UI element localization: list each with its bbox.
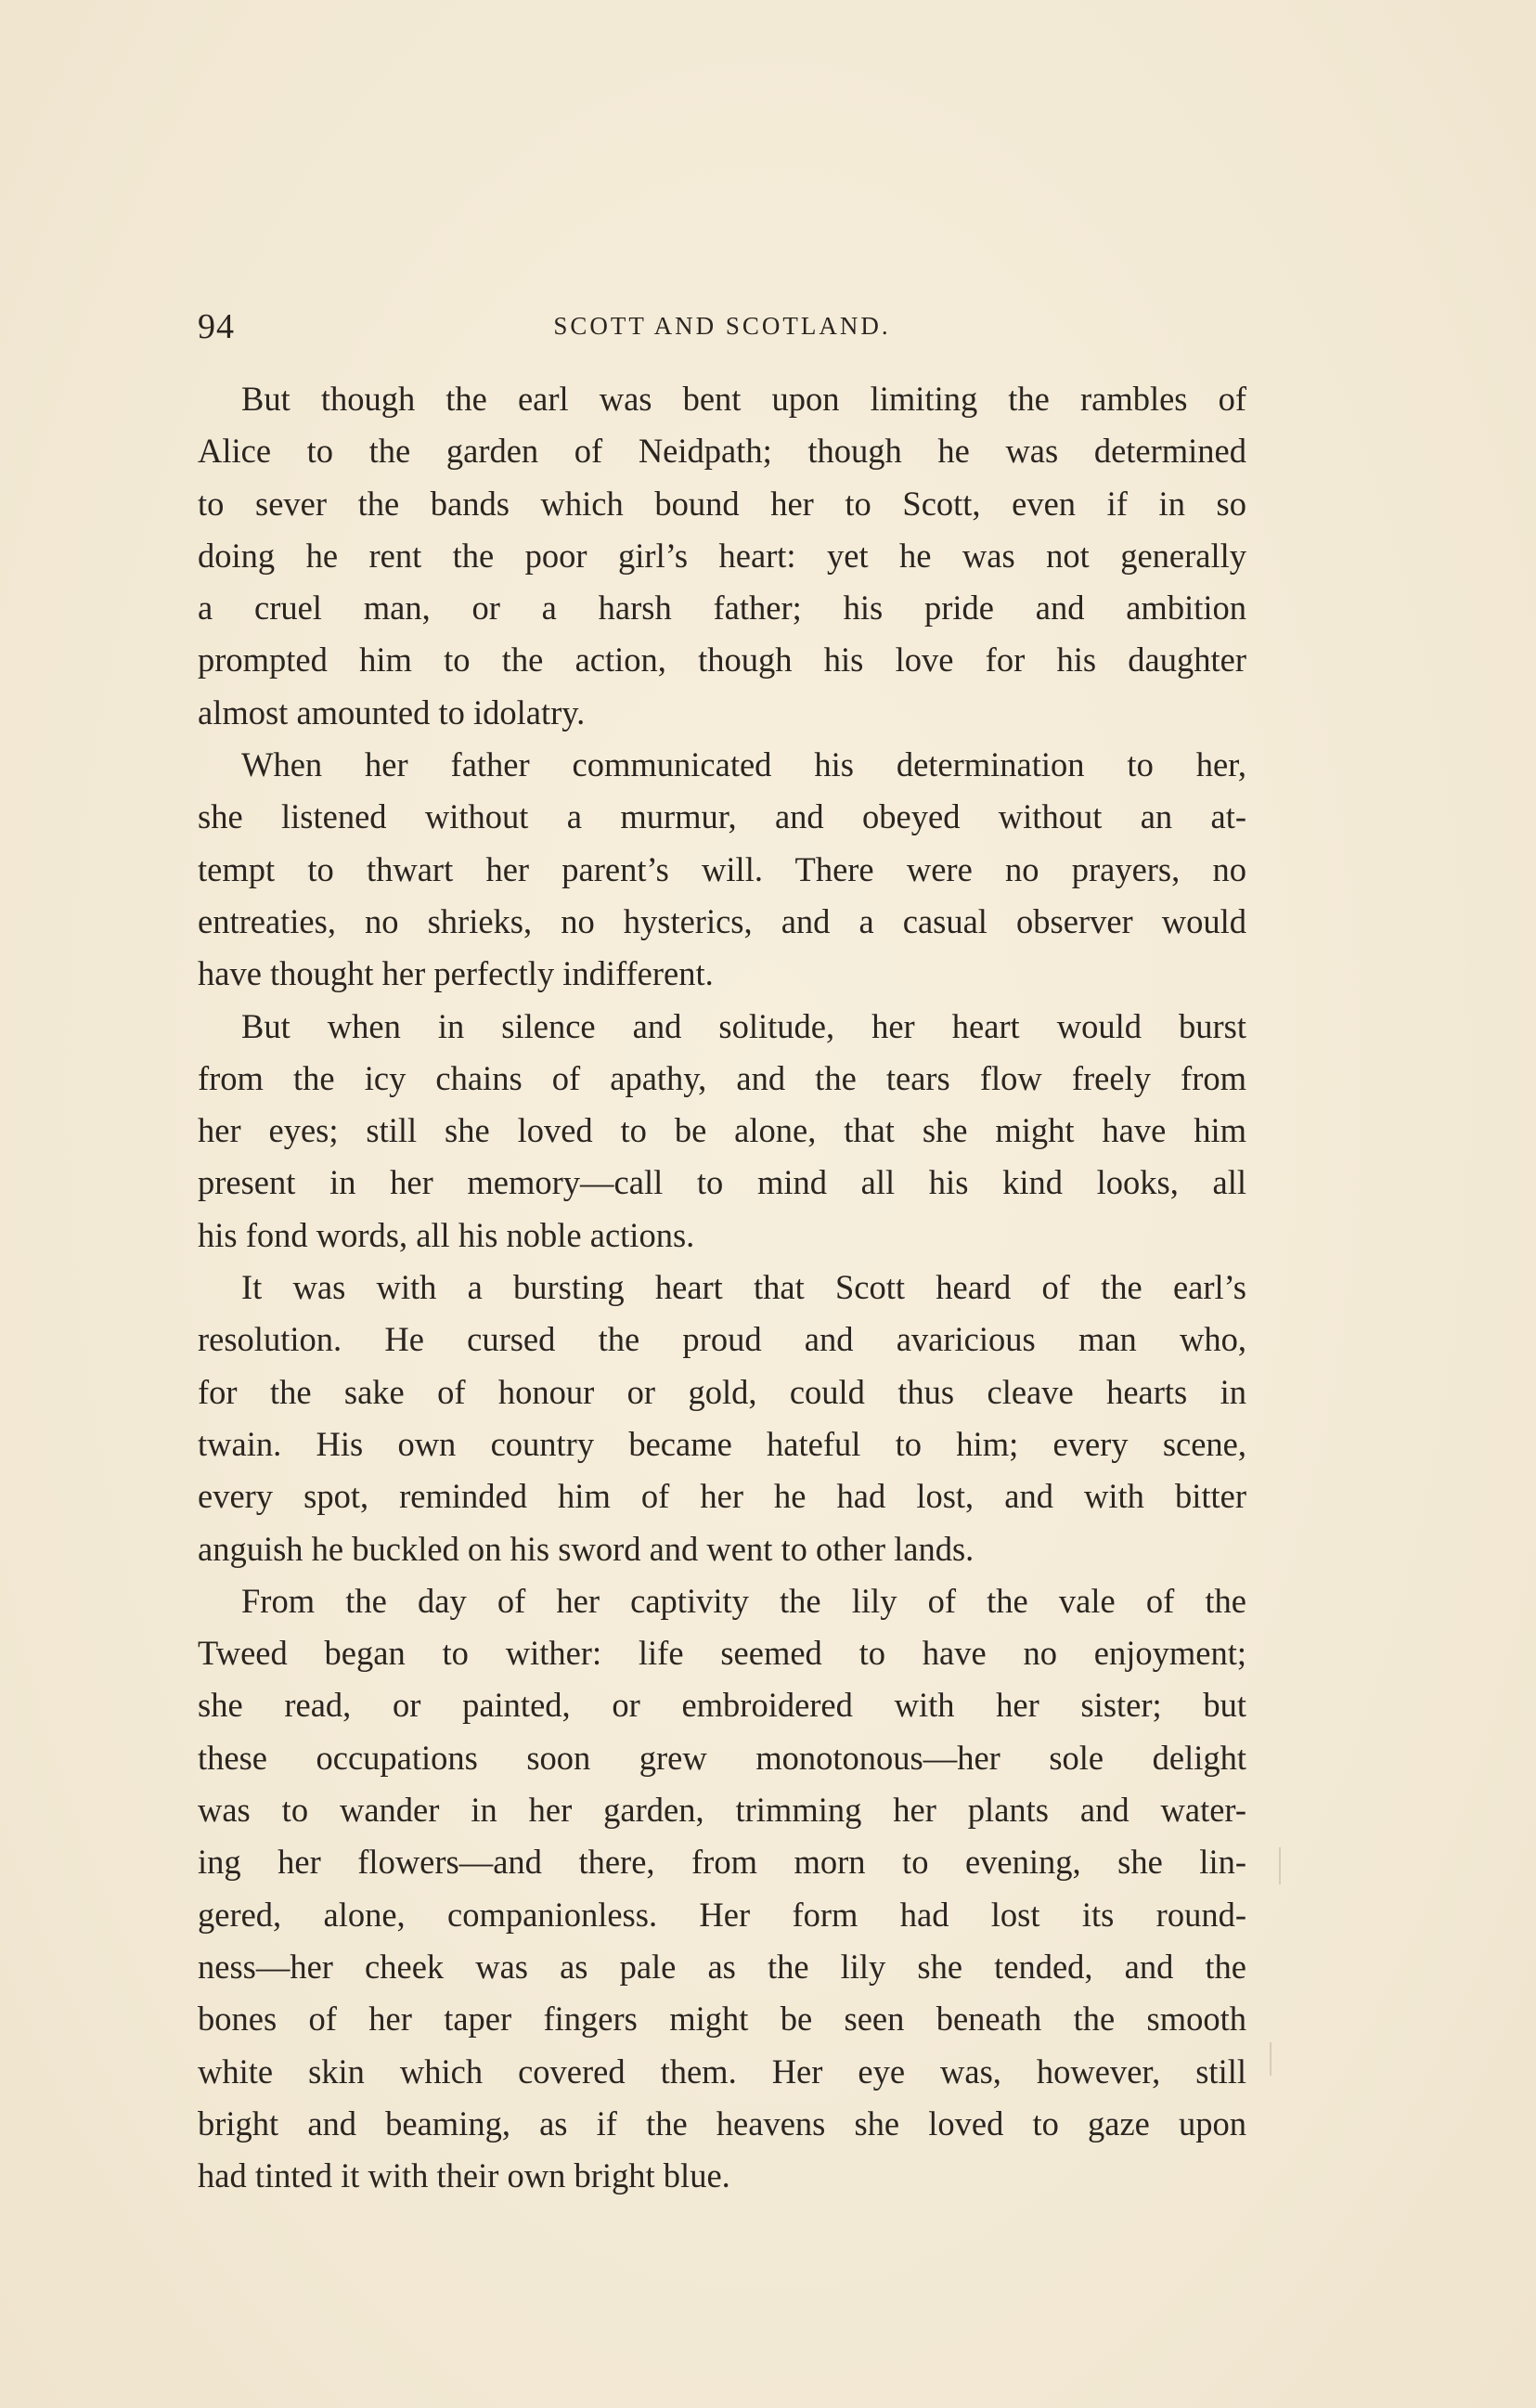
text-line: gered, alone, companionless. Her form had lost its round- bbox=[198, 1895, 1246, 1934]
text-line: But when in silence and solitude, her heart would burst bbox=[241, 1006, 1246, 1045]
page-edge-mark bbox=[1270, 2042, 1271, 2076]
text-line: doing he rent the poor girl’s heart: yet he was not generally bbox=[198, 536, 1246, 575]
paragraph bbox=[198, 739, 1246, 1000]
paragraph bbox=[198, 373, 1246, 739]
body-text bbox=[198, 373, 1246, 2202]
page-number: 94 bbox=[198, 307, 235, 346]
text-line: But though the earl was bent upon limiting the rambles of bbox=[241, 380, 1246, 418]
text-line: ness—her cheek was as pale as the lily she tended, and the bbox=[198, 1947, 1246, 1986]
text-line: her eyes; still she loved to be alone, that she might have him bbox=[198, 1111, 1246, 1150]
text-line: Alice to the garden of Neidpath; though he was determined bbox=[198, 432, 1246, 471]
text-line: bones of her taper fingers might be seen beneath the smooth bbox=[198, 2000, 1246, 2039]
text-line: From the day of her captivity the lily of the vale of the bbox=[241, 1581, 1246, 1620]
running-title: SCOTT AND SCOTLAND. bbox=[553, 312, 891, 340]
text-line: ing her flowers—and there, from morn to evening, she lin- bbox=[198, 1843, 1246, 1882]
text-line: tempt to thwart her parent’s will. There were no prayers, no bbox=[198, 849, 1246, 888]
text-line: to sever the bands which bound her to Scott, even if in so bbox=[198, 484, 1246, 523]
running-head bbox=[198, 306, 1246, 353]
paragraph bbox=[198, 1575, 1246, 2203]
text-line: Tweed began to wither: life seemed to have no enjoyment; bbox=[198, 1634, 1246, 1673]
text-line: was to wander in her garden, trimming her plants and water- bbox=[198, 1791, 1246, 1830]
text-line: almost amounted to idolatry. bbox=[198, 693, 586, 731]
text-line: from the icy chains of apathy, and the tears flow freely from bbox=[198, 1058, 1246, 1097]
text-line: she listened without a murmur, and obeyed without an at- bbox=[198, 797, 1246, 836]
text-line: bright and beaming, as if the heavens she loved to gaze upon bbox=[198, 2104, 1246, 2143]
text-line: When her father communicated his determination to her, bbox=[241, 745, 1246, 784]
paragraph bbox=[198, 1262, 1246, 1575]
text-line: had tinted it with their own bright blue. bbox=[198, 2156, 730, 2195]
page-edge-mark bbox=[1279, 1847, 1281, 1884]
text-line: anguish he buckled on his sword and went to other lands. bbox=[198, 1529, 975, 1568]
text-line: It was with a bursting heart that Scott heard of the earl’s bbox=[241, 1268, 1246, 1307]
text-line: twain. His own country became hateful to him; every scene, bbox=[198, 1424, 1246, 1463]
text-line: prompted him to the action, though his love for his daughter bbox=[198, 641, 1246, 680]
text-line: every spot, reminded him of her he had lost, and with bitter bbox=[198, 1477, 1246, 1516]
text-line: resolution. He cursed the proud and avaricious man who, bbox=[198, 1320, 1246, 1359]
text-line: his fond words, all his noble actions. bbox=[198, 1215, 695, 1254]
paragraph bbox=[198, 1001, 1246, 1262]
text-line: for the sake of honour or gold, could thus cleave hearts in bbox=[198, 1372, 1246, 1411]
text-line: present in her memory—call to mind all his kind looks, all bbox=[198, 1163, 1246, 1202]
text-line: white skin which covered them. Her eye was, however, still bbox=[198, 2052, 1246, 2091]
text-line: a cruel man, or a harsh father; his pride and ambition bbox=[198, 589, 1246, 628]
text-line: have thought her perfectly indifferent. bbox=[198, 954, 714, 993]
text-line: she read, or painted, or embroidered with her sister; but bbox=[198, 1686, 1246, 1725]
text-line: these occupations soon grew monotonous—her sole delight bbox=[198, 1738, 1246, 1777]
text-line: entreaties, no shrieks, no hysterics, and a casual observer would bbox=[198, 901, 1246, 940]
